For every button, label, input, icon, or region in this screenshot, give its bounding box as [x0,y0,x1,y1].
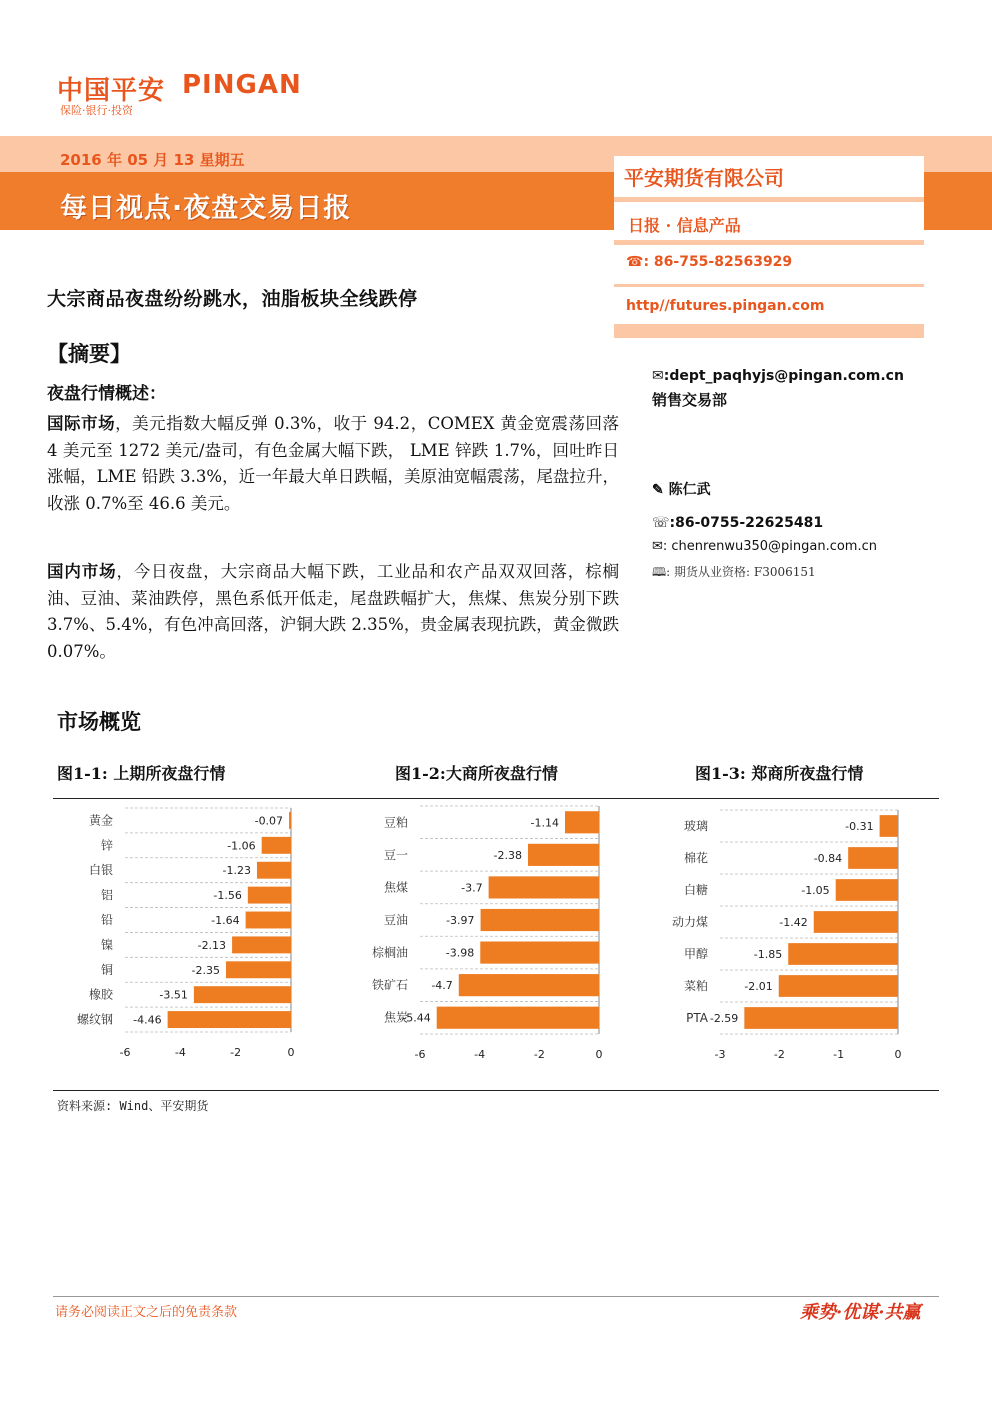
value-label: -3.98 [445,946,475,960]
logo-tagline: 保险·银行·投资 [60,104,133,117]
tick-label: -2 [533,1048,545,1061]
chart-bottom-rule [53,1090,939,1091]
bar [779,975,898,997]
value-label: -1.05 [801,884,830,897]
value-label: -1.64 [211,914,240,927]
bar [257,862,291,879]
tick-label: -4 [474,1048,486,1061]
category-label: 焦炭 [383,1010,408,1025]
value-label: -1.23 [222,864,251,878]
tick-label: -4 [174,1046,186,1059]
tick-label: -2 [230,1046,242,1059]
chart-title-shfe: 图1-1: 上期所夜盘行情 [57,764,226,783]
chart-title-dce: 图1-2:大商所夜盘行情 [395,764,558,783]
value-label: -4.7 [431,979,453,993]
category-label: 白银 [88,863,113,878]
headline: 大宗商品夜盘纷纷跳水，油脂板块全线跌停 [47,288,418,310]
intl-text: ，美元指数大幅反弹 0.3%，收于 94.2，COMEX 黄金宽震荡回落 4 美元至 1272 美元/盎司，有色金属大幅下跌， LME 锌跌 1.7%，回吐昨日涨幅，LME 铅跌 3.3%，近一年最大单日跌幅，美原油宽幅震荡，尾盘拉升，收涨 0.7%至 46.6 美元。 [47,414,619,513]
analyst-name: ✎ 陈仁武 [652,482,711,498]
tick-label: -2 [773,1048,785,1061]
bar [528,844,599,866]
intl-label: 国际市场 [47,414,116,433]
company-url[interactable]: http//futures.pingan.com [626,298,825,314]
bar [262,837,291,854]
footer-slogan: 乘势·优谋·共赢 [800,1302,921,1323]
report-title: 每日视点·夜盘交易日报 [60,193,352,224]
category-label: 白糖 [683,883,708,897]
value-label: -1.85 [753,948,783,961]
report-date: 2016 年 05 月 13 星期五 [60,151,245,169]
bar [788,943,898,965]
category-label: PTA [686,1011,708,1025]
value-label: -5.44 [402,1011,431,1025]
category-label: 铜 [100,962,113,977]
report-type: 日报 · 信息产品 [628,216,741,235]
category-label: 甲醇 [683,947,708,961]
bar [480,941,599,963]
bar [194,986,291,1003]
category-label: 焦煤 [383,880,408,895]
domestic-market-paragraph [47,559,619,665]
tick-label: 0 [894,1048,902,1061]
value-label: -2.13 [197,938,227,952]
category-label: 铅 [100,913,113,927]
bar [246,912,291,929]
category-label: 镍 [100,937,113,952]
category-label: 铁矿石 [371,978,408,993]
domestic-text: ，今日夜盘，大宗商品大幅下跌，工业品和农产品双双回落，棕榈油、豆油、菜油跌停，黑色系低开低走，尾盘跌幅扩大，焦煤、焦炭分别下跌 3.7%、5.4%，有色冲高回落，沪铜大跌 2.35%，贵金属表现抗跌，黄金微跌 0.07%。 [47,562,619,661]
value-label: -3.97 [446,914,475,927]
category-label: 黄金 [88,813,113,828]
tick-label: -1 [833,1048,845,1061]
tick-label: -6 [414,1048,426,1061]
category-label: 棉花 [683,851,708,865]
intl-market-paragraph [47,411,619,517]
bar [289,812,291,829]
data-source: 资料来源: Wind、平安期货 [57,1099,209,1113]
value-label: -4.46 [133,1013,162,1027]
value-label: -1.06 [227,839,256,853]
tick-label: -3 [714,1048,726,1061]
tick-label: 0 [287,1046,295,1059]
bar [565,811,599,833]
value-label: -0.07 [254,814,284,828]
value-label: -2.01 [744,980,773,993]
tick-label: 0 [595,1048,603,1061]
bar [459,974,599,996]
bar [248,887,291,904]
divider [614,284,924,287]
disclaimer-note: 请务必阅读正文之后的免责条款 [55,1305,238,1320]
logo-chinese: 中国平安 [57,76,166,106]
category-label: 豆油 [383,913,408,927]
category-label: 橡胶 [88,987,113,1002]
divider [614,324,924,338]
divider [614,240,924,245]
dept-name: 销售交易部 [652,391,728,409]
overview-label: 夜盘行情概述： [47,384,166,404]
analyst-license: 🕮: 期货从业资格: F3006151 [652,565,816,579]
bar [168,1011,291,1028]
chart-title-czce: 图1-3: 郑商所夜盘行情 [695,764,864,783]
chart-shfe [53,800,313,1070]
category-label: 动力煤 [671,915,708,929]
bar [232,936,291,953]
bar [848,847,898,869]
divider [614,197,924,202]
value-label: -0.84 [813,852,843,865]
section-title: 市场概览 [57,709,141,734]
bar [437,1007,599,1029]
chart-czce [650,800,920,1070]
bar [744,1007,898,1029]
category-label: 棕榈油 [371,945,408,960]
category-label: 锌 [100,838,113,853]
category-label: 豆一 [383,847,408,862]
value-label: -2.35 [191,963,220,977]
bar [814,911,898,933]
value-label: -3.7 [461,881,483,895]
value-label: -3.51 [159,988,188,1002]
bar [880,815,898,837]
analyst-phone: ☏:86-0755-22625481 [652,515,824,531]
domestic-label: 国内市场 [47,562,117,581]
analyst-email[interactable]: ✉: chenrenwu350@pingan.com.cn [652,539,877,554]
value-label: -1.14 [530,816,559,830]
footer-rule [53,1296,939,1297]
category-label: 豆粕 [383,815,408,830]
company-phone: ☎: 86-755-82563929 [626,254,793,270]
abstract-label: 【摘要】 [47,341,131,366]
tick-label: -6 [119,1046,131,1059]
value-label: -1.56 [213,889,242,903]
chart-top-rule [53,798,939,799]
value-label: -1.42 [779,916,808,929]
value-label: -2.38 [493,848,522,862]
dept-email[interactable]: ✉:dept_paqhyjs@pingan.com.cn [652,368,904,384]
logo-english: PINGAN [182,70,302,100]
category-label: 菜粕 [683,979,708,993]
company-name: 平安期货有限公司 [624,166,784,190]
bar [226,961,291,978]
chart-dce [350,800,620,1070]
bar [489,876,599,898]
value-label: -2.59 [709,1012,739,1025]
bar [481,909,599,931]
category-label: 铝 [100,888,113,903]
bar [836,879,898,901]
value-label: -0.31 [845,820,874,833]
category-label: 螺纹钢 [76,1012,113,1027]
category-label: 玻璃 [683,819,708,833]
